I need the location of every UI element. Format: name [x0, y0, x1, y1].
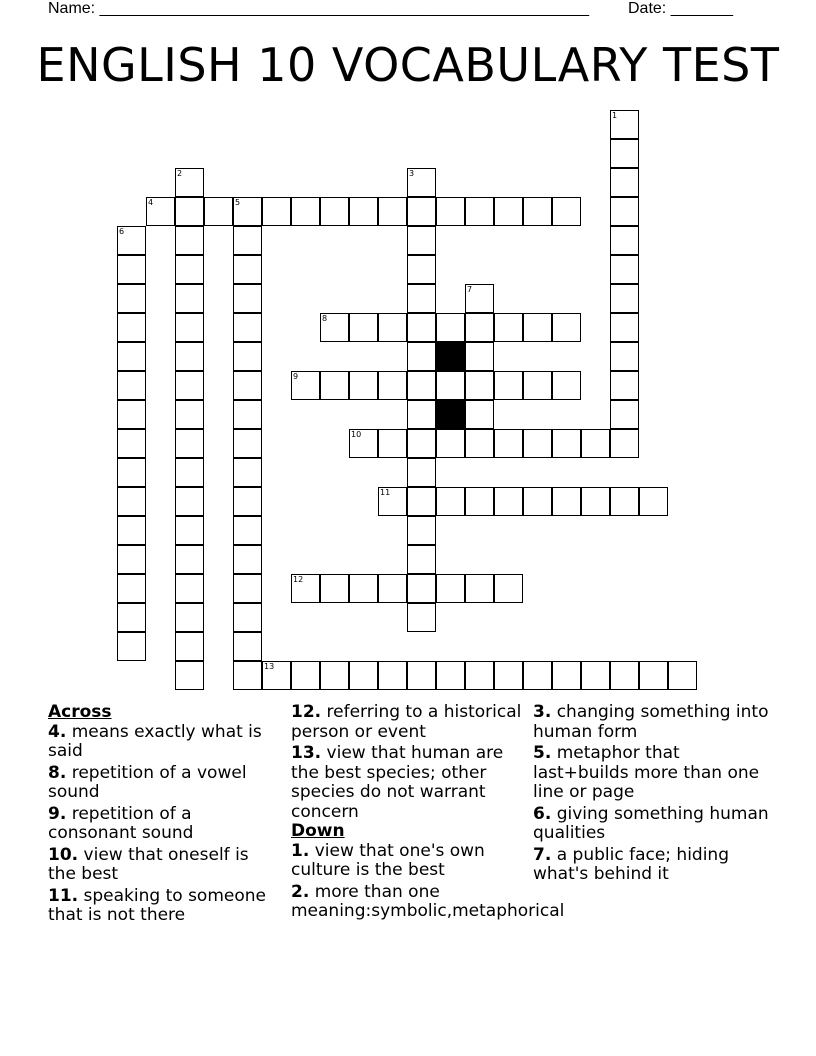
crossword-cell[interactable]	[349, 661, 378, 690]
crossword-cell[interactable]	[465, 661, 494, 690]
crossword-cell[interactable]	[465, 197, 494, 226]
clue-number: 7	[467, 285, 473, 294]
crossword-cell[interactable]	[407, 603, 436, 632]
crossword-cell[interactable]	[610, 487, 639, 516]
crossword-cell[interactable]	[175, 371, 204, 400]
crossword-cell[interactable]	[175, 400, 204, 429]
crossword-cell[interactable]	[117, 313, 146, 342]
crossword-cell[interactable]	[175, 545, 204, 574]
crossword-cell[interactable]	[436, 661, 465, 690]
crossword-cell[interactable]	[494, 661, 523, 690]
crossword-cell[interactable]	[523, 197, 552, 226]
crossword-cell[interactable]	[639, 487, 668, 516]
crossword-cell[interactable]	[494, 197, 523, 226]
date-label: Date:	[628, 0, 667, 17]
crossword-cell[interactable]	[233, 632, 262, 661]
crossword-cell[interactable]	[581, 487, 610, 516]
crossword-cell[interactable]	[436, 574, 465, 603]
crossword-cell[interactable]	[233, 487, 262, 516]
page-title: ENGLISH 10 VOCABULARY TEST	[36, 38, 780, 92]
crossword-cell[interactable]	[407, 226, 436, 255]
crossword-cell[interactable]	[117, 458, 146, 487]
crossword-cell[interactable]	[610, 342, 639, 371]
clues-column-2	[291, 702, 565, 922]
crossword-cell[interactable]	[175, 458, 204, 487]
crossword-cell[interactable]	[349, 313, 378, 342]
crossword-cell[interactable]	[610, 371, 639, 400]
crossword-cell[interactable]	[233, 284, 262, 313]
crossword-cell[interactable]	[465, 429, 494, 458]
clue-across-10: 10. view that oneself is the best	[48, 844, 249, 884]
clue-number: 8	[322, 314, 328, 323]
clue-down-3: 3. changing something into human form	[533, 702, 769, 742]
crossword-cell[interactable]	[233, 429, 262, 458]
crossword-cell[interactable]	[320, 371, 349, 400]
crossword-cell[interactable]	[233, 603, 262, 632]
date-blank[interactable]: _______	[670, 0, 733, 17]
crossword-cell[interactable]	[117, 400, 146, 429]
crossword-cell[interactable]	[407, 342, 436, 371]
crossword-cell[interactable]	[581, 429, 610, 458]
crossword-cell[interactable]	[407, 545, 436, 574]
crossword-cell[interactable]	[378, 661, 407, 690]
crossword-cell[interactable]	[117, 342, 146, 371]
crossword-cell[interactable]	[320, 661, 349, 690]
crossword-cell[interactable]	[436, 429, 465, 458]
clue-number: 5	[235, 198, 241, 207]
crossword-cell[interactable]	[436, 371, 465, 400]
crossword-cell[interactable]	[233, 371, 262, 400]
crossword-cell[interactable]	[552, 197, 581, 226]
clue-down-7: 7. a public face; hiding what's behind it	[533, 844, 729, 884]
crossword-cell[interactable]	[552, 487, 581, 516]
crossword-cell[interactable]	[233, 226, 262, 255]
clue-down-5: 5. metaphor that last+builds more than one line or page	[533, 743, 760, 802]
clue-down-2: 2. more than one meaning:symbolic,metaphorical	[291, 881, 565, 921]
crossword-cell[interactable]	[523, 661, 552, 690]
crossword-cell[interactable]	[320, 313, 349, 342]
crossword-cell[interactable]	[610, 400, 639, 429]
crossword-cell[interactable]	[117, 255, 146, 284]
crossword-cell[interactable]	[639, 661, 668, 690]
name-label: Name:	[48, 0, 96, 17]
crossword-cell[interactable]	[407, 574, 436, 603]
crossword-cell[interactable]	[610, 110, 639, 139]
crossword-cell[interactable]	[378, 371, 407, 400]
clue-down-6: 6. giving something human qualities	[533, 803, 769, 843]
clue-across-12: 12. referring to a historical person or event	[291, 702, 522, 742]
name-blank[interactable]: _______________________________________________________	[99, 0, 589, 17]
crossword-cell[interactable]	[233, 255, 262, 284]
crossword-cell[interactable]	[233, 516, 262, 545]
crossword-cell[interactable]	[291, 197, 320, 226]
crossword-cell[interactable]	[581, 661, 610, 690]
crossword-cell[interactable]	[233, 313, 262, 342]
crossword-cell[interactable]	[552, 429, 581, 458]
crossword-cell[interactable]	[610, 226, 639, 255]
crossword-cell[interactable]	[407, 197, 436, 226]
crossword-cell[interactable]	[610, 661, 639, 690]
crossword-cell[interactable]	[320, 574, 349, 603]
crossword-cell[interactable]	[610, 429, 639, 458]
clue-number: 9	[293, 372, 299, 381]
crossword-cell[interactable]	[610, 313, 639, 342]
crossword-cell[interactable]	[175, 226, 204, 255]
crossword-cell[interactable]	[175, 168, 204, 197]
crossword-cell[interactable]	[349, 574, 378, 603]
clue-across-8: 8. repetition of a vowel sound	[48, 762, 247, 802]
crossword-cell[interactable]	[610, 255, 639, 284]
crossword-cell[interactable]	[465, 487, 494, 516]
crossword-cell[interactable]	[233, 400, 262, 429]
crossword-cell[interactable]	[117, 632, 146, 661]
crossword-cell[interactable]	[117, 284, 146, 313]
crossword-cell[interactable]	[175, 342, 204, 371]
crossword-cell[interactable]	[552, 371, 581, 400]
crossword-cell[interactable]	[407, 429, 436, 458]
crossword-cell[interactable]	[610, 168, 639, 197]
crossword-cell[interactable]	[233, 661, 262, 690]
crossword-cell[interactable]	[407, 516, 436, 545]
crossword-cell[interactable]	[175, 255, 204, 284]
crossword-cell[interactable]	[407, 458, 436, 487]
crossword-cell[interactable]	[378, 197, 407, 226]
crossword-cell[interactable]	[494, 487, 523, 516]
crossword-cell[interactable]	[610, 284, 639, 313]
date-line	[628, 0, 733, 18]
crossword-cell[interactable]	[668, 661, 697, 690]
clue-across-13: 13. view that human are the best species; other species do not warrant concern	[291, 743, 504, 822]
crossword-cell[interactable]	[117, 516, 146, 545]
crossword-cell[interactable]	[407, 487, 436, 516]
crossword-cell[interactable]	[523, 313, 552, 342]
crossword-cell[interactable]	[175, 603, 204, 632]
crossword-cell[interactable]	[407, 661, 436, 690]
crossword-cell[interactable]	[233, 458, 262, 487]
crossword-cell[interactable]	[407, 400, 436, 429]
crossword-cell[interactable]	[465, 342, 494, 371]
crossword-cell[interactable]	[117, 429, 146, 458]
crossword-cell[interactable]	[465, 574, 494, 603]
crossword-cell[interactable]	[175, 574, 204, 603]
crossword-cell[interactable]	[349, 429, 378, 458]
crossword-cell[interactable]	[436, 313, 465, 342]
crossword-cell[interactable]	[117, 226, 146, 255]
crossword-cell[interactable]	[378, 313, 407, 342]
black-cell	[436, 400, 465, 429]
crossword-cell[interactable]	[523, 487, 552, 516]
crossword-cell[interactable]	[465, 400, 494, 429]
crossword-cell[interactable]	[233, 197, 262, 226]
crossword-cell[interactable]	[175, 429, 204, 458]
crossword-cell[interactable]	[291, 371, 320, 400]
clues-column-1	[48, 700, 280, 926]
crossword-cell[interactable]	[407, 168, 436, 197]
crossword-cell[interactable]	[552, 313, 581, 342]
clue-number: 2	[177, 169, 183, 178]
clue-across-11: 11. speaking to someone that is not there	[48, 885, 266, 925]
crossword-cell[interactable]	[494, 371, 523, 400]
crossword-cell[interactable]	[291, 574, 320, 603]
across-heading: Across	[48, 702, 112, 722]
crossword-cell[interactable]	[262, 661, 291, 690]
crossword-cell[interactable]	[465, 371, 494, 400]
crossword-cell[interactable]	[349, 197, 378, 226]
black-cell	[436, 342, 465, 371]
crossword-cell[interactable]	[378, 487, 407, 516]
crossword-cell[interactable]	[233, 574, 262, 603]
crossword-cell[interactable]	[494, 429, 523, 458]
crossword-cell[interactable]	[407, 255, 436, 284]
crossword-cell[interactable]	[610, 139, 639, 168]
crossword-cell[interactable]	[465, 313, 494, 342]
clues-column-3	[533, 703, 773, 885]
crossword-cell[interactable]	[175, 487, 204, 516]
crossword-cell[interactable]	[117, 545, 146, 574]
crossword-cell[interactable]	[465, 284, 494, 313]
crossword-cell[interactable]	[494, 574, 523, 603]
crossword-cell[interactable]	[175, 313, 204, 342]
clue-number: 13	[264, 662, 275, 671]
down-heading: Down	[291, 821, 345, 841]
clue-across-9: 9. repetition of a consonant sound	[48, 803, 194, 843]
crossword-cell[interactable]	[175, 284, 204, 313]
crossword-cell[interactable]	[407, 284, 436, 313]
crossword-cell[interactable]	[175, 516, 204, 545]
crossword-cell[interactable]	[117, 603, 146, 632]
clue-number: 12	[293, 575, 304, 584]
crossword-cell[interactable]	[291, 661, 320, 690]
clue-down-1: 1. view that one's own culture is the best	[291, 840, 485, 880]
clue-number: 4	[148, 198, 154, 207]
crossword-cell[interactable]	[494, 313, 523, 342]
crossword-cell[interactable]	[175, 661, 204, 690]
crossword-cell[interactable]	[204, 197, 233, 226]
crossword-cell[interactable]	[436, 197, 465, 226]
crossword-cell[interactable]	[378, 429, 407, 458]
crossword-cell[interactable]	[262, 197, 291, 226]
crossword-cell[interactable]	[407, 313, 436, 342]
crossword-cell[interactable]	[117, 371, 146, 400]
crossword-cell[interactable]	[349, 371, 378, 400]
clue-across-4: 4. means exactly what is said	[48, 721, 262, 761]
crossword-cell[interactable]	[320, 197, 349, 226]
name-line	[48, 0, 589, 18]
crossword-cell[interactable]	[523, 429, 552, 458]
crossword-cell[interactable]	[407, 371, 436, 400]
clue-number: 1	[612, 111, 618, 120]
crossword-cell[interactable]	[175, 632, 204, 661]
crossword-cell[interactable]	[233, 545, 262, 574]
crossword-cell[interactable]	[117, 574, 146, 603]
crossword-cell[interactable]	[552, 661, 581, 690]
crossword-cell[interactable]	[436, 487, 465, 516]
clue-number: 10	[351, 430, 362, 439]
clue-number: 11	[380, 488, 391, 497]
crossword-cell[interactable]	[610, 197, 639, 226]
crossword-cell[interactable]	[175, 197, 204, 226]
crossword-cell[interactable]	[117, 487, 146, 516]
clue-number: 6	[119, 227, 125, 236]
clue-number: 3	[409, 169, 415, 178]
crossword-cell[interactable]	[378, 574, 407, 603]
crossword-cell[interactable]	[233, 342, 262, 371]
crossword-cell[interactable]	[523, 371, 552, 400]
crossword-cell[interactable]	[146, 197, 175, 226]
